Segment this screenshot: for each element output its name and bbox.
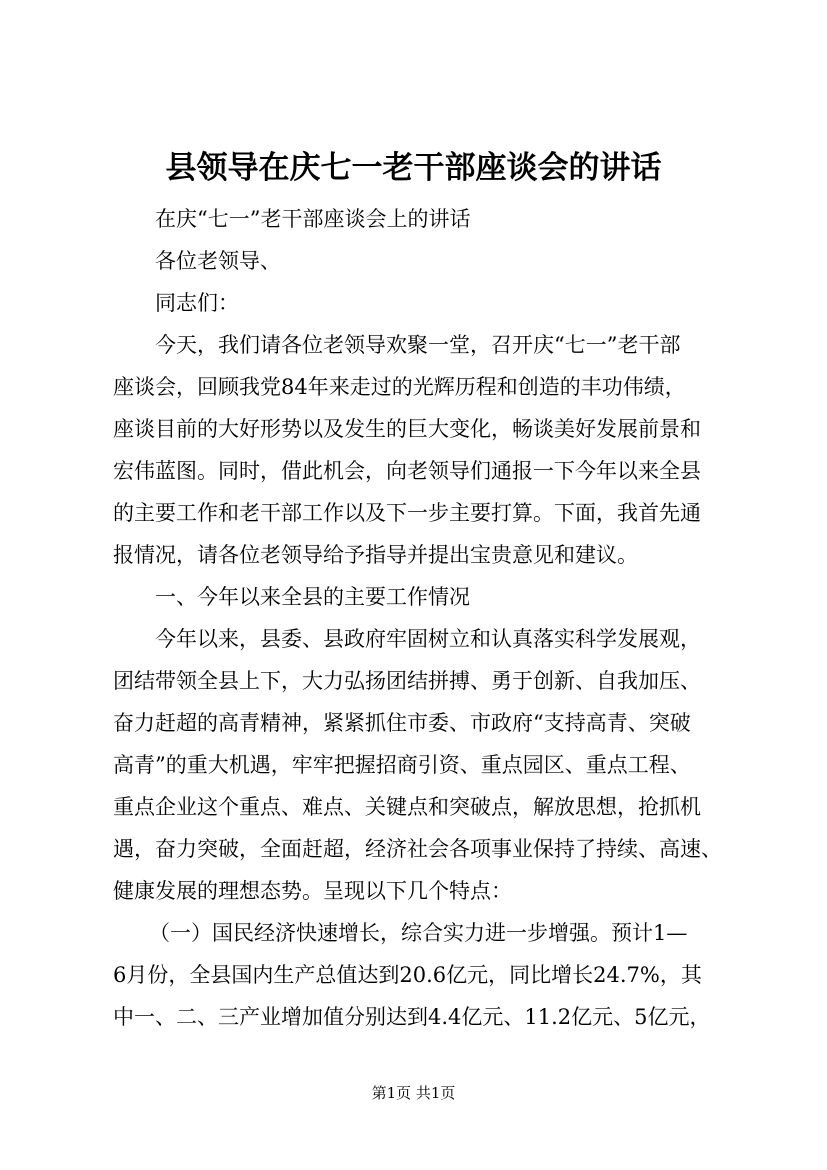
paragraph-line: 高青”的重大机遇，牢牢把握招商引资、重点园区、重点工程、	[113, 753, 691, 777]
paragraph-line: 团结带领全县上下，大力弘扬团结拼搏、勇于创新、自我加压、	[113, 669, 701, 693]
paragraph-line: 今天，我们请各位老领导欢聚一堂，召开庆“七一”老干部	[155, 333, 681, 357]
subtitle-line: 在庆“七一”老干部座谈会上的讲话	[155, 207, 471, 231]
paragraph-line: 奋力赶超的高青精神，紧紧抓住市委、市政府“支持高青、突破	[113, 711, 691, 735]
paragraph-line: 遇，奋力突破，全面赶超，经济社会各项事业保持了持续、高速、	[113, 837, 722, 861]
paragraph-line: 座谈目前的大好形势以及发生的巨大变化，畅谈美好发展前景和	[113, 417, 701, 441]
paragraph-line: 的主要工作和老干部工作以及下一步主要打算。下面，我首先通	[113, 501, 701, 525]
paragraph-line: 报情况，请各位老领导给予指导并提出宝贵意见和建议。	[113, 543, 638, 567]
paragraph-line: 今年以来，县委、县政府牢固树立和认真落实科学发展观，	[155, 627, 701, 651]
paragraph-line: 座谈会，回顾我党84年来走过的光辉历程和创造的丰功伟绩，	[113, 375, 686, 399]
document-title: 县领导在庆七一老干部座谈会的讲话	[165, 150, 662, 186]
paragraph-line: 6月份，全县国内生产总值达到20.6亿元，同比增长24.7%，其	[113, 963, 702, 987]
salutation-line: 同志们：	[155, 291, 239, 315]
salutation-line: 各位老领导、	[155, 249, 281, 273]
subsection-line: （一）国民经济快速增长，综合实力进一步增强。预计1—	[149, 921, 688, 945]
section-heading: 一、今年以来全县的主要工作情况	[155, 585, 470, 609]
document-body	[113, 198, 738, 1038]
paragraph-line: 健康发展的理想态势。呈现以下几个特点：	[113, 879, 512, 903]
page-footer: 第1页 共1页	[371, 1084, 456, 1102]
paragraph-line: 宏伟蓝图。同时，借此机会，向老领导们通报一下今年以来全县	[113, 459, 701, 483]
paragraph-line: 中一、二、三产业增加值分别达到4.4亿元、11.2亿元、5亿元，	[113, 1005, 711, 1029]
paragraph-line: 重点企业这个重点、难点、关键点和突破点，解放思想，抢抓机	[113, 795, 701, 819]
